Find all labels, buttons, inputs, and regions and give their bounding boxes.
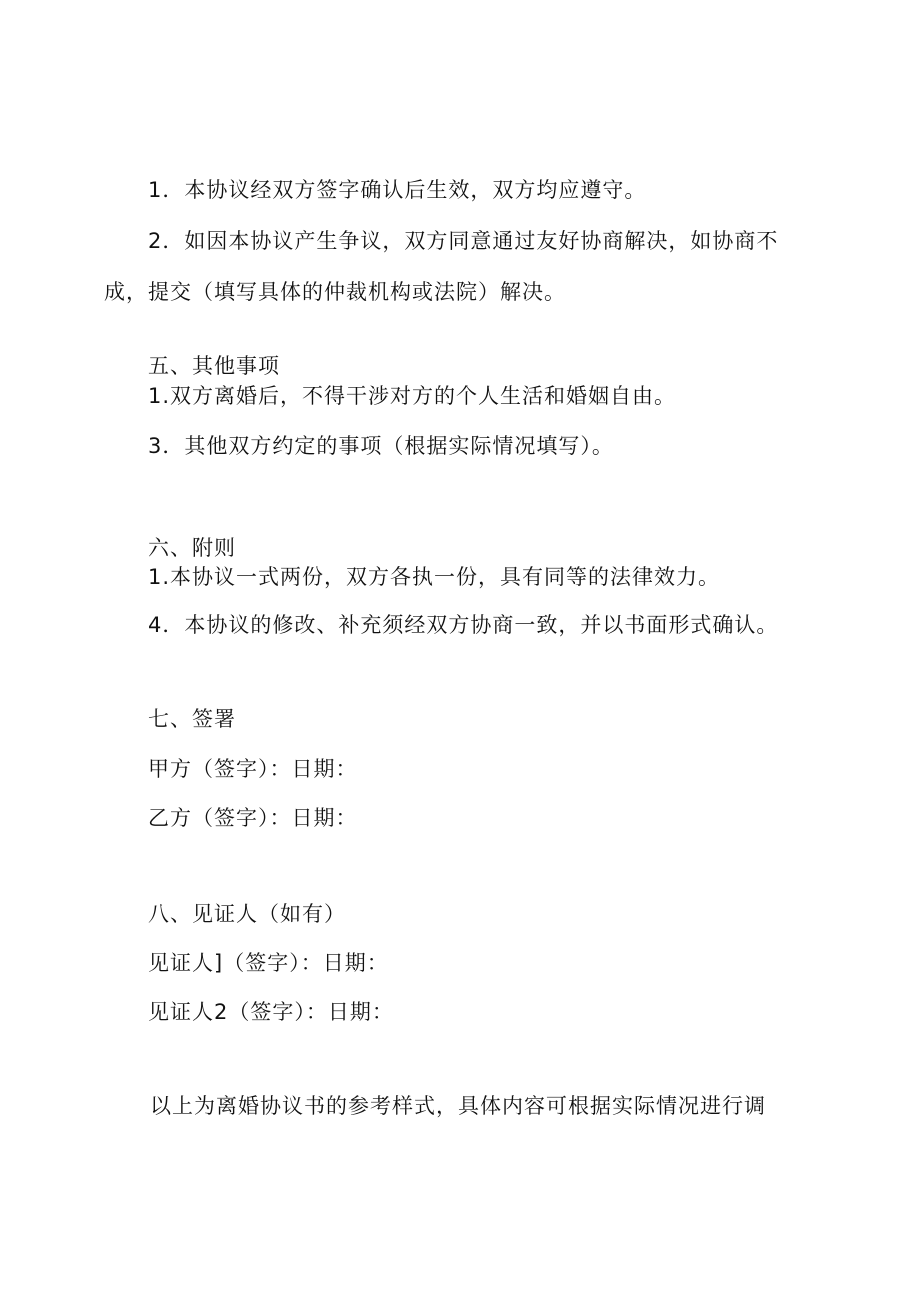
section-8-heading: 八、见证人（如有） [148,902,346,926]
section-5-heading: 五、其他事项 [148,354,280,378]
party-a-signature-line: 甲方（签字）：日期： [148,757,358,781]
clause-item-2-line-2: 成，提交（填写具体的仲裁机构或法院）解决。 [104,280,566,304]
section-5-item-3: 3．其他双方约定的事项（根据实际情况填写）。 [148,434,614,458]
clause-item-1: 1．本协议经双方签字确认后生效，双方均应遵守。 [148,178,647,202]
closing-note: 以上为离婚协议书的参考样式，具体内容可根据实际情况进行调 [150,1094,766,1118]
section-6-heading: 六、附则 [148,536,236,560]
section-7-heading: 七、签署 [148,707,236,731]
party-b-signature-line: 乙方（签字）：日期： [148,806,358,830]
section-6-item-4: 4．本协议的修改、补充须经双方协商一致，并以书面形式确认。 [148,613,779,637]
clause-item-2-line-1: 2．如因本协议产生争议，双方同意通过友好协商解决，如协商不 [148,229,779,253]
witness-1-signature-line: 见证人]（签字）：日期： [148,951,389,975]
section-5-item-1: 1.双方离婚后，不得干涉对方的个人生活和婚姻自由。 [148,384,677,408]
witness-2-signature-line: 见证人2（签字）：日期： [148,1000,394,1024]
section-6-item-1: 1.本协议一式两份，双方各执一份，具有同等的法律效力。 [148,565,721,589]
